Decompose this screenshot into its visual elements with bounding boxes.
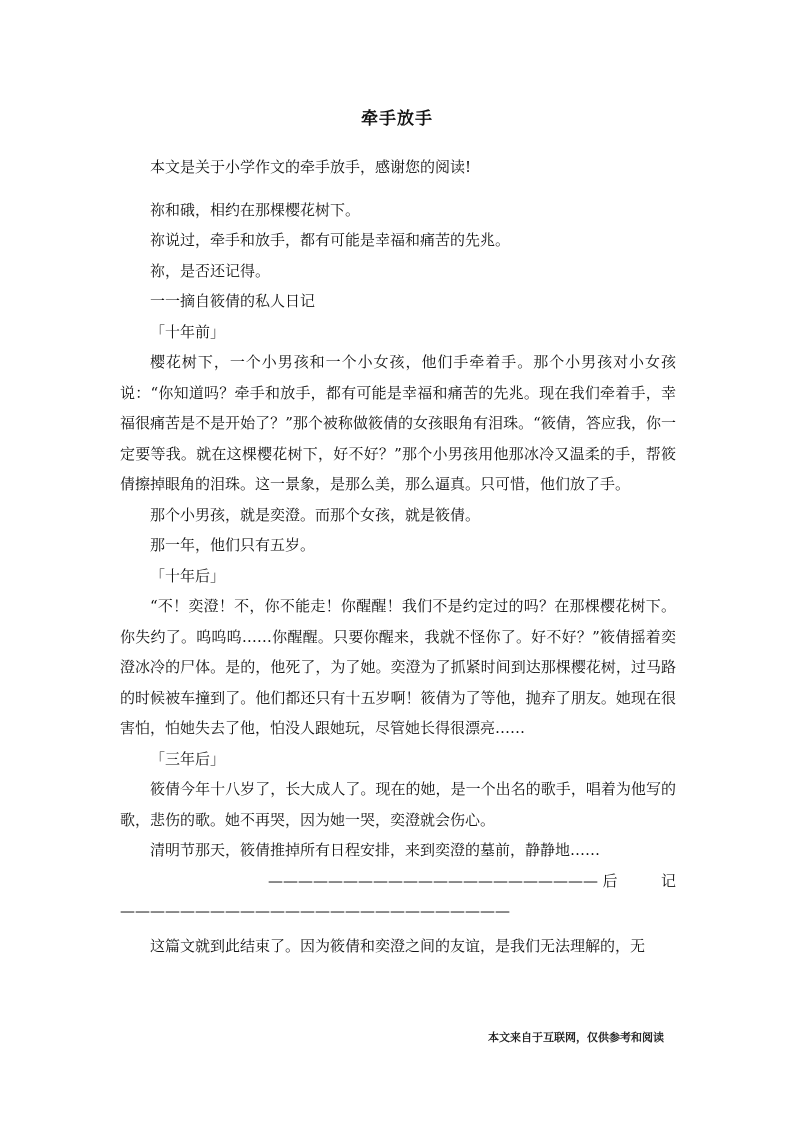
section-heading: 「十年后」: [150, 566, 226, 585]
document-body: [120, 152, 676, 961]
section-heading: 「十年前」: [150, 322, 226, 341]
paragraph: “不！奕澄！不，你不能走！你醒醒！我们不是约定过的吗？在那棵樱花树下。你失约了。呜呜呜……你醒醒。只要你醒来，我就不怪你了。好不好？”筱倩摇着奕澄冰冷的尸体。是的，他死了，为了她。奕澄为了抓紧时间到达那棵樱花树，过马路的时候被车撞到了。他们都还只有十五岁啊！筱倩为了等他，抛弃了朋友。她现在很害怕，怕她失去了他，怕没人跟她玩，尽管她长得很漂亮……: [120, 597, 676, 737]
paragraph: 樱花树下，一个小男孩和一个小女孩，他们手牵着手。那个小男孩对小女孩说：“你知道吗？牵手和放手，都有可能是幸福和痛苦的先兆。现在我们牵着手，幸福很痛苦是不是开始了？”那个被称做筱倩的女孩眼角有泪珠。“筱倩，答应我，你一定要等我。就在这棵樱花树下，好不好？”那个小男孩用他那冰冷又温柔的手，帮筱倩擦掉眼角的泪珠。这一景象，是那么美，那么逼真。只可惜，他们放了手。: [120, 353, 676, 493]
paragraph: 那个小男孩，就是奕澄。而那个女孩，就是筱倩。: [150, 505, 481, 524]
document-title: 牵手放手: [361, 109, 433, 129]
afterword-heading: ——————————————————————后 记: [268, 871, 676, 890]
section-heading: 「三年后」: [150, 749, 226, 768]
paragraph: 祢说过，牵手和放手，都有可能是幸福和痛苦的先兆。: [150, 231, 511, 249]
intro-paragraph: 本文是关于小学作文的牵手放手，感谢您的阅读!: [150, 158, 472, 176]
paragraph: 那一年，他们只有五岁。: [150, 536, 316, 554]
paragraph: 这篇文就到此结束了。因为筱倩和奕澄之间的友谊，是我们无法理解的，无: [150, 936, 646, 955]
paragraph: 祢和硪，相约在那棵樱花树下。: [150, 200, 361, 219]
paragraph: 祢，是否还记得。: [150, 261, 271, 280]
paragraph: 筱倩今年十八岁了，长大成人了。现在的她，是一个出名的歌手，唱着为他写的歌，悲伤的歌。她不再哭，因为她一哭，奕澄就会伤心。: [120, 780, 676, 829]
paragraph: 一一摘自筱倩的私人日记: [150, 292, 316, 310]
afterword-divider: ——————————————————————————: [120, 902, 510, 920]
paragraph: 清明节那天，筱倩推掉所有日程安排，来到奕澄的墓前，静静地……: [150, 841, 601, 859]
footer-note: 本文来自于互联网，仅供参考和阅读: [488, 1031, 664, 1044]
